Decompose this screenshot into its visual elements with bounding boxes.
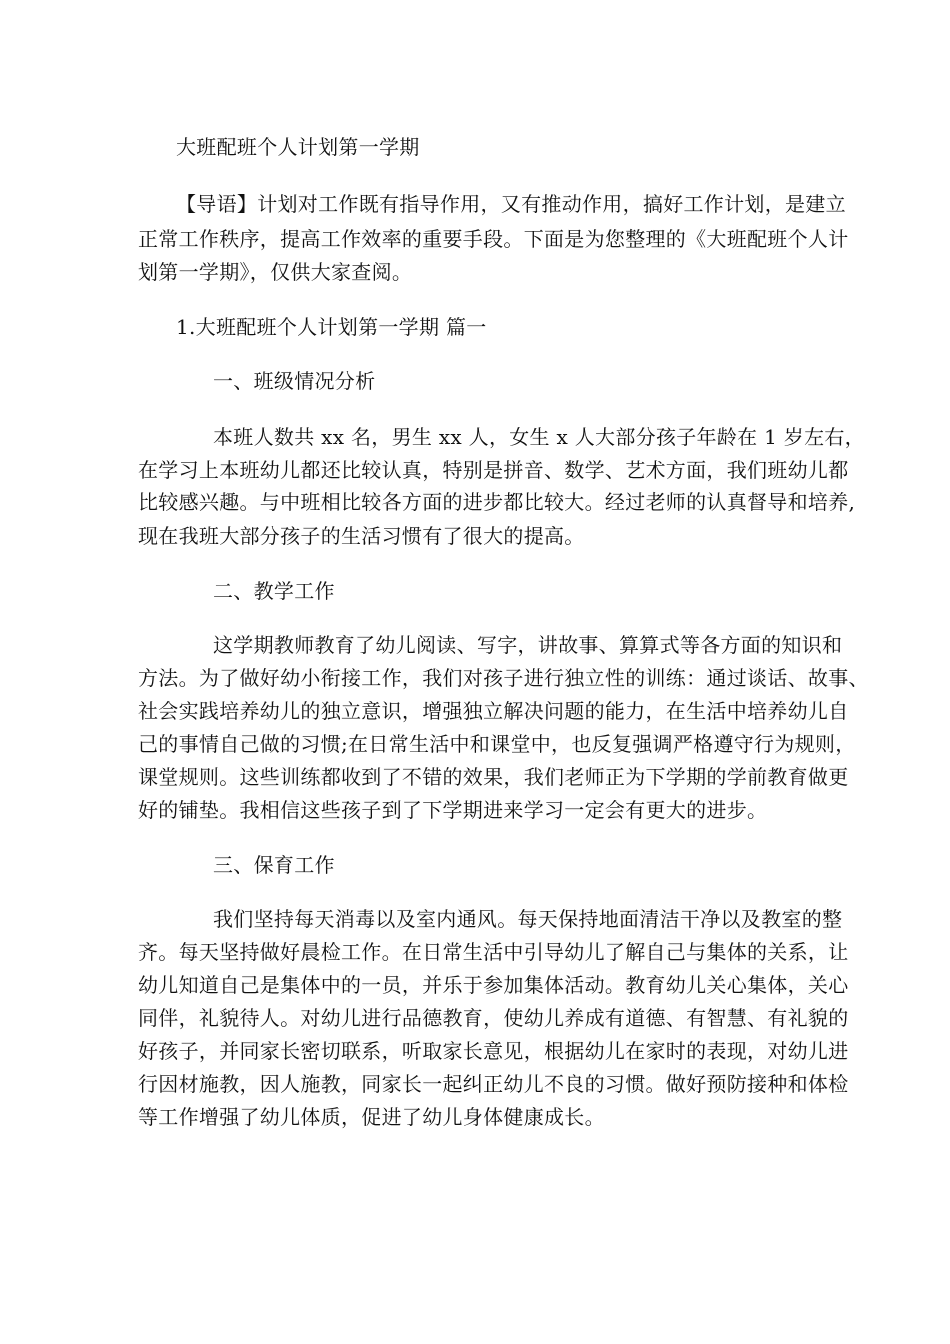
paragraph-line: 等工作增强了幼儿体质，促进了幼儿身体健康成长。 xyxy=(138,1105,605,1129)
paragraph-line: 行因材施教，因人施教，同家长一起纠正幼儿不良的习惯。做好预防接种和体检 xyxy=(138,1072,849,1096)
article-title: 1.大班配班个人计划第一学期 篇一 xyxy=(176,315,487,339)
paragraph-line: 齐。每天坚持做好晨检工作。在日常生活中引导幼儿了解自己与集体的关系，让 xyxy=(138,940,849,964)
paragraph-line: 同伴，礼貌待人。对幼儿进行品德教育，使幼儿养成有道德、有智慧、有礼貌的 xyxy=(138,1006,849,1030)
paragraph-line: 我们坚持每天消毒以及室内通风。每天保持地面清洁干净以及教室的整 xyxy=(213,907,843,931)
paragraph-line: 好孩子，并同家长密切联系，听取家长意见，根据幼儿在家时的表现，对幼儿进 xyxy=(138,1039,849,1063)
document-title: 大班配班个人计划第一学期 xyxy=(176,135,420,159)
section-heading-teaching: 二、教学工作 xyxy=(213,579,335,603)
paragraph-line: 本班人数共 xx 名，男生 xx 人，女生 x 人大部分孩子年龄在 1 岁左右， xyxy=(213,425,865,449)
section-heading-class-analysis: 一、班级情况分析 xyxy=(213,369,376,393)
paragraph-line: 现在我班大部分孩子的生活习惯有了很大的提高。 xyxy=(138,524,585,548)
paragraph-line: 方法。为了做好幼小衔接工作，我们对孩子进行独立性的训练：通过谈话、故事、 xyxy=(138,666,869,690)
paragraph-line: 在学习上本班幼儿都还比较认真，特别是拼音、数学、艺术方面，我们班幼儿都 xyxy=(138,458,849,482)
paragraph-line: 社会实践培养幼儿的独立意识，增强独立解决问题的能力，在生活中培养幼儿自 xyxy=(138,699,849,723)
section-heading-care: 三、保育工作 xyxy=(213,853,335,877)
paragraph-line: 幼儿知道自己是集体中的一员，并乐于参加集体活动。教育幼儿关心集体，关心 xyxy=(138,973,849,997)
intro-line: 划第一学期》，仅供大家查阅。 xyxy=(138,260,413,284)
paragraph-line: 比较感兴趣。与中班相比较各方面的进步都比较大。经过老师的认真督导和培养, xyxy=(138,490,856,514)
paragraph-line: 这学期教师教育了幼儿阅读、写字，讲故事、算算式等各方面的知识和 xyxy=(213,633,843,657)
paragraph-line: 好的铺垫。我相信这些孩子到了下学期进来学习一定会有更大的进步。 xyxy=(138,798,768,822)
intro-line: 正常工作秩序，提高工作效率的重要手段。下面是为您整理的《大班配班个人计 xyxy=(138,227,849,251)
paragraph-line: 课堂规则。这些训练都收到了不错的效果，我们老师正为下学期的学前教育做更 xyxy=(138,765,849,789)
intro-line: 【导语】计划对工作既有指导作用，又有推动作用，搞好工作计划，是建立 xyxy=(176,192,846,216)
paragraph-line: 己的事情自己做的习惯;在日常生活中和课堂中，也反复强调严格遵守行为规则， xyxy=(138,732,856,756)
